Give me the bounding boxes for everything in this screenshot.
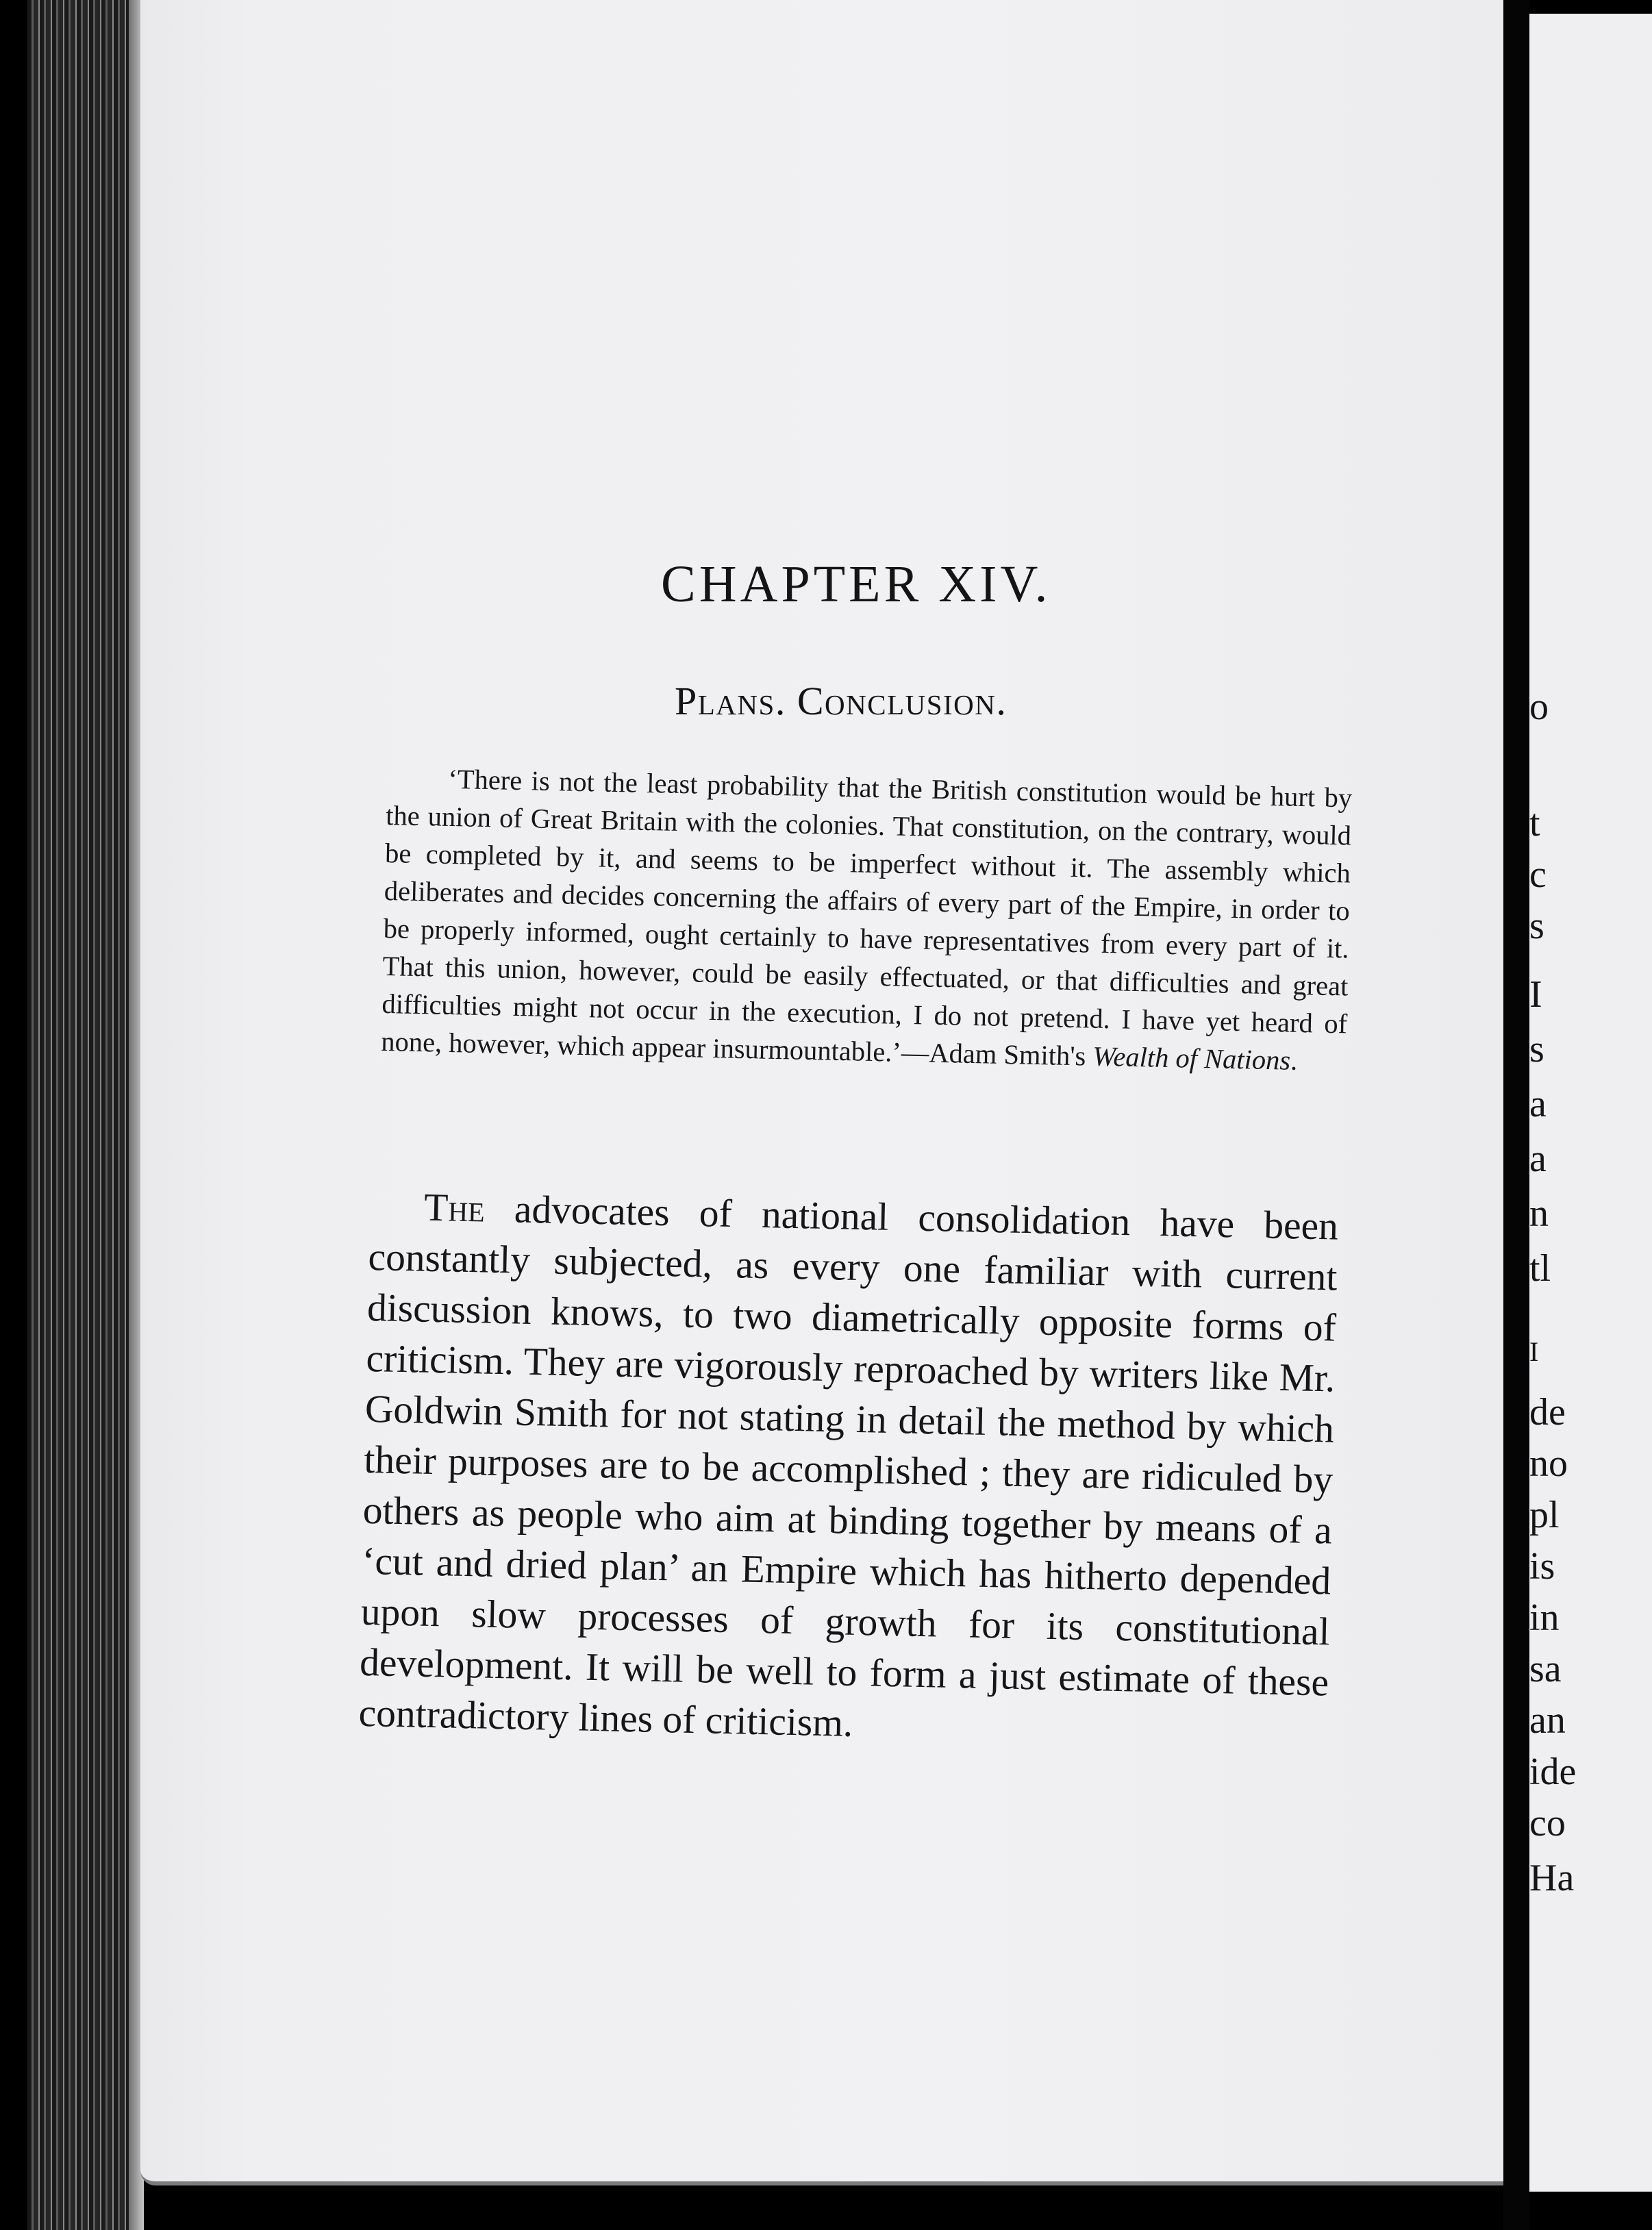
- facing-fragment: sa: [1529, 1648, 1562, 1690]
- facing-fragment: t: [1529, 802, 1540, 844]
- epigraph-quote: [381, 759, 1353, 1080]
- epigraph-source-title: Wealth of Nations: [1092, 1040, 1291, 1076]
- facing-fragment: c: [1529, 853, 1547, 896]
- facing-page: [1529, 14, 1652, 2192]
- facing-fragment: o: [1529, 686, 1549, 728]
- facing-fragment: I: [1529, 973, 1542, 1016]
- facing-fragment: no: [1529, 1442, 1568, 1485]
- facing-fragment: is: [1529, 1545, 1555, 1588]
- epigraph-text: ‘There is not the least probability that the British constitution would be hurt by the union of Great Britain with the colonies. That constitution, on the contrary, would be completed by it, and seems to be imperfect without it. The assembly which deliberates and decides concerning the affairs of every part of the Empire, in order to be properly informed, ought certainly to have representatives from every part of it. That this union, however, could be easily effectuated, or that difficulties and great difficulties might not occur in the execution, I do not pretend. I have yet heard of none, however, which appear insurmountable.’—Adam Smith's: [380, 763, 1353, 1072]
- facing-fragment: s: [1529, 1028, 1544, 1070]
- facing-fragment: a: [1529, 1083, 1547, 1125]
- facing-fragment: pl: [1529, 1494, 1560, 1536]
- book-page: [140, 0, 1503, 2185]
- facing-fragment: n: [1529, 1192, 1549, 1235]
- facing-fragment: Ha: [1529, 1857, 1575, 1899]
- book-gutter: [1503, 0, 1529, 2230]
- page-stack-edge: [27, 0, 144, 2230]
- facing-fragment: in: [1529, 1596, 1560, 1639]
- facing-fragment: I: [1529, 1336, 1539, 1367]
- body-text: advocates of national consolidation have been constantly subjected, as every one familiar with current discussion knows, to two diametrically opposite forms of criticism. They are vigorously reproached by writers like Mr. Goldwin Smith for not stating in detail the method by which their purposes are to be accomplished ; they are ridiculed by others as people who aim at binding together by means of a ‘cut and dried plan’ an Empire which has hitherto depended upon slow processes of growth for its constitutional development. It will be well to form a just estimate of these contradictory lines of criticism.: [358, 1187, 1339, 1745]
- facing-fragment: s: [1529, 905, 1544, 947]
- facing-fragment: a: [1529, 1138, 1547, 1180]
- body-paragraph: [358, 1181, 1339, 1759]
- chapter-title: CHAPTER XIV.: [661, 555, 1051, 613]
- facing-fragment: an: [1529, 1699, 1566, 1742]
- facing-fragment: co: [1529, 1802, 1566, 1844]
- facing-fragment: tl: [1529, 1247, 1551, 1290]
- facing-fragment: ide: [1529, 1751, 1577, 1793]
- facing-fragment: de: [1529, 1391, 1566, 1433]
- chapter-subtitle: Plans. Conclusion.: [675, 679, 1008, 723]
- body-first-word: The: [423, 1186, 486, 1231]
- epigraph-end-punct: .: [1290, 1044, 1298, 1076]
